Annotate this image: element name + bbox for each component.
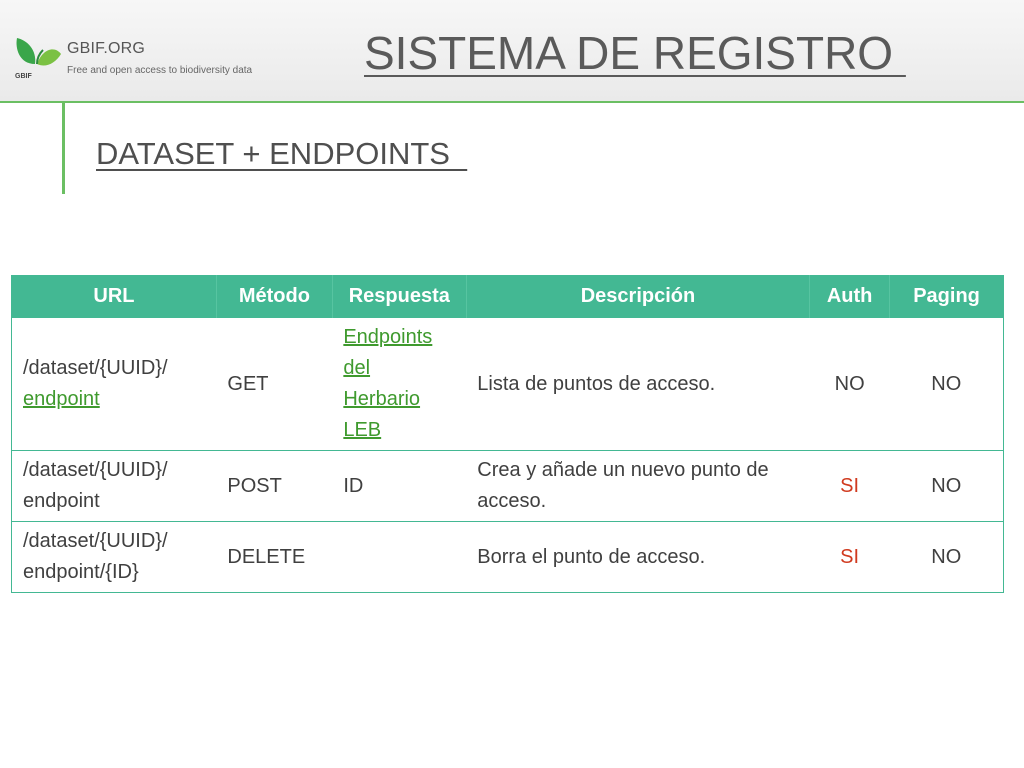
paging-cell: NO: [890, 451, 1004, 522]
response-cell: [332, 522, 466, 593]
url-text: /dataset/{UUID}/: [23, 459, 168, 481]
svg-text:GBIF: GBIF: [15, 73, 32, 80]
table-row: [12, 318, 1004, 451]
column-header-auth: Auth: [810, 275, 890, 318]
table-row: [12, 451, 1004, 522]
url-cell: [12, 522, 217, 593]
auth-cell: NO: [810, 318, 890, 451]
auth-cell: SI: [810, 451, 890, 522]
method-cell: POST: [216, 451, 332, 522]
response-link[interactable]: Herbario: [343, 388, 421, 410]
column-header-paging: Paging: [890, 275, 1004, 318]
column-header-description: Descripción: [466, 275, 809, 318]
vertical-divider: [62, 101, 65, 194]
brand-tagline: Free and open access to biodiversity data: [67, 65, 253, 76]
response-link[interactable]: del: [343, 357, 371, 379]
url-text: /dataset/{UUID}/: [23, 530, 168, 552]
column-header-method: Método: [216, 275, 332, 318]
response-link[interactable]: LEB: [343, 419, 382, 441]
response-cell: ID: [332, 451, 466, 522]
url-text: /dataset/{UUID}/: [23, 357, 168, 379]
description-cell: Borra el punto de acceso.: [466, 522, 809, 593]
paging-cell: NO: [890, 522, 1004, 593]
url-text: endpoint/{ID}: [23, 561, 139, 583]
method-cell: DELETE: [216, 522, 332, 593]
url-text: endpoint: [23, 490, 100, 512]
header-bar: [0, 0, 1024, 103]
method-cell: GET: [216, 318, 332, 451]
auth-cell: SI: [810, 522, 890, 593]
url-cell: [12, 451, 217, 522]
section-subtitle: DATASET + ENDPOINTS: [96, 136, 468, 171]
gbif-logo-icon: [13, 34, 63, 82]
response-link[interactable]: Endpoints: [343, 326, 433, 348]
endpoints-table: [11, 275, 1004, 593]
url-cell: [12, 318, 217, 451]
description-cell: Crea y añade un nuevo punto de acceso.: [466, 451, 809, 522]
column-header-url: URL: [12, 275, 217, 318]
slide-title: SISTEMA DE REGISTRO: [364, 27, 906, 79]
column-header-response: Respuesta: [332, 275, 466, 318]
description-cell: Lista de puntos de acceso.: [466, 318, 809, 451]
brand-name: GBIF.ORG: [67, 40, 146, 57]
table-header-row: [12, 275, 1004, 318]
paging-cell: NO: [890, 318, 1004, 451]
response-cell: [332, 318, 466, 451]
table-row: [12, 522, 1004, 593]
endpoint-link[interactable]: endpoint: [23, 388, 100, 410]
